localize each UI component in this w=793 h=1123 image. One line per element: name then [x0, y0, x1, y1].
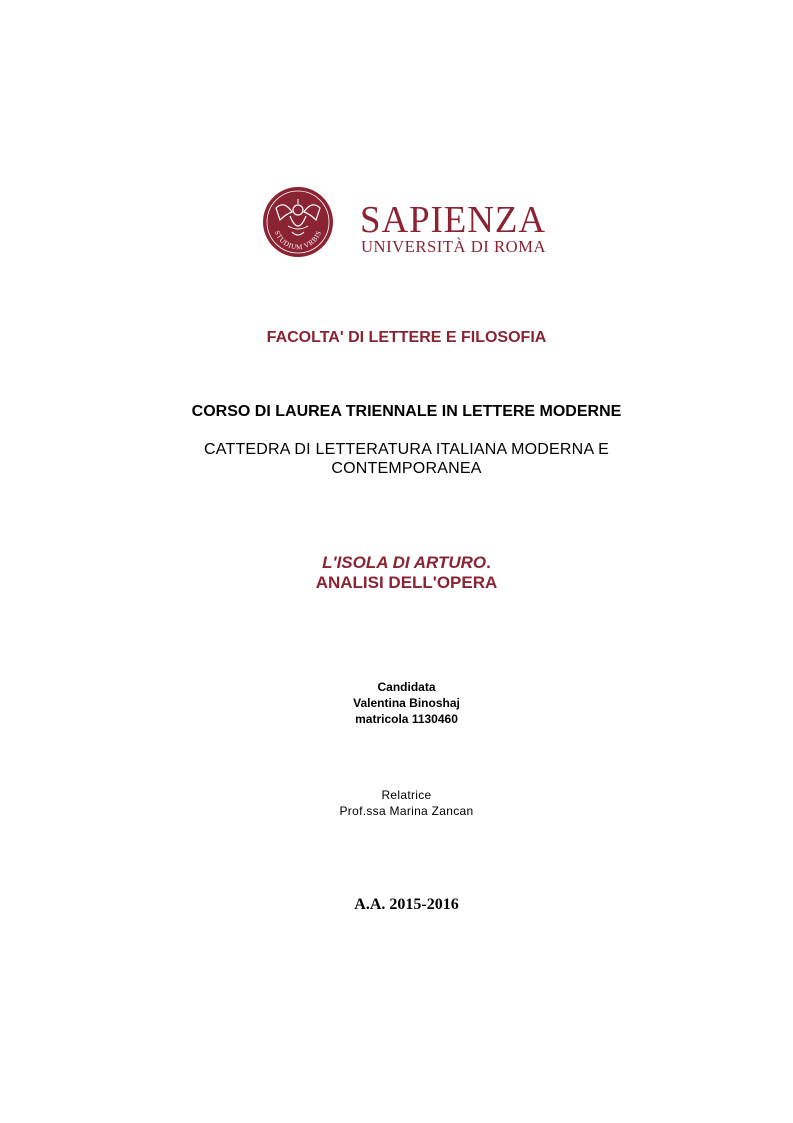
candidate-label: Candidata — [377, 680, 436, 694]
university-logo — [262, 186, 552, 260]
degree-course: CORSO DI LAUREA TRIENNALE IN LETTERE MODERNE — [191, 403, 622, 420]
chair-line-1: CATTEDRA DI LETTERATURA ITALIANA MODERNA E — [204, 441, 609, 458]
university-wordmark — [360, 192, 552, 256]
advisor-info — [10, 787, 793, 819]
svg-text:SAPIENZA: SAPIENZA — [360, 199, 546, 241]
candidate-info — [10, 679, 793, 727]
thesis-work-title: L'ISOLA DI ARTURO — [322, 553, 487, 572]
thesis-title-period: . — [486, 553, 491, 572]
thesis-title-line-1 — [10, 553, 793, 573]
chair-name — [10, 440, 793, 478]
thesis-title — [10, 553, 793, 593]
faculty-name: FACOLTA' DI LETTERE E FILOSOFIA — [266, 329, 547, 346]
advisor-name: Prof.ssa Marina Zancan — [339, 804, 474, 818]
svg-text:STUDIUM VRBIS: STUDIUM VRBIS — [272, 229, 324, 252]
candidate-name: Valentina Binoshaj — [353, 696, 460, 710]
advisor-label: Relatrice — [381, 788, 432, 802]
svg-text:UNIVERSITÀ DI ROMA: UNIVERSITÀ DI ROMA — [361, 237, 547, 256]
academic-year: A.A. 2015-2016 — [354, 896, 459, 913]
university-seal-icon — [262, 186, 334, 258]
candidate-id: matricola 1130460 — [355, 712, 458, 726]
thesis-subtitle: ANALISI DELL'OPERA — [315, 573, 498, 592]
chair-line-2: CONTEMPORANEA — [331, 460, 482, 477]
